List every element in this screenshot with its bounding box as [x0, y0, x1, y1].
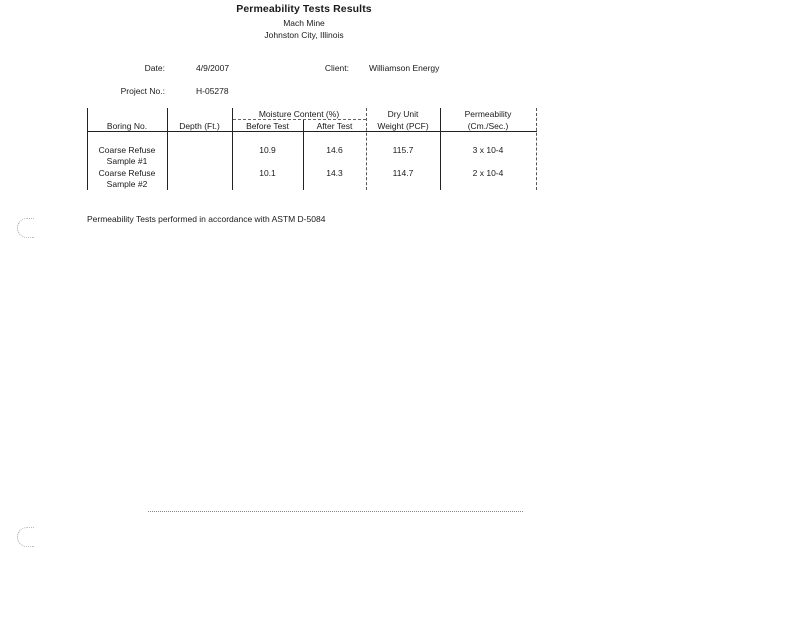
col-header-dry-unit: Dry Unit	[387, 109, 419, 119]
col-header-before-test: Before Test	[246, 121, 289, 131]
table-row-2-before: 10.1	[259, 168, 276, 178]
col-header-depth: Depth (Ft.)	[179, 121, 220, 131]
project-value: H-05278	[196, 86, 229, 96]
table-row-1-sample: Sample #1	[106, 156, 148, 166]
date-label: Date:	[144, 63, 165, 73]
table-row-1-boring: Coarse Refuse	[98, 145, 156, 155]
page-title: Permeability Tests Results	[236, 3, 372, 15]
table-row-1-dry-unit: 115.7	[392, 145, 414, 155]
table-row-2-dry-unit: 114.7	[392, 168, 414, 178]
scan-dotted-line	[148, 511, 523, 514]
table-row-1-permeability: 3 x 10-4	[472, 145, 504, 155]
table-row-2-sample: Sample #2	[106, 179, 148, 189]
table-row-2-boring: Coarse Refuse	[98, 168, 156, 178]
site-location: Johnston City, Illinois	[264, 30, 344, 40]
punch-hole-mark-bottom	[17, 527, 34, 547]
table-row-2-permeability: 2 x 10-4	[472, 168, 504, 178]
col-header-after-test: After Test	[316, 121, 353, 131]
site-name: Mach Mine	[283, 18, 325, 28]
col-header-moisture-content: Moisture Content (%)	[258, 109, 340, 119]
date-value: 4/9/2007	[196, 63, 230, 73]
project-label: Project No.:	[120, 86, 165, 96]
table-row-1-before: 10.9	[259, 145, 276, 155]
client-value: Williamson Energy	[369, 63, 440, 73]
table-row-2-after: 14.3	[326, 168, 343, 178]
col-header-permeability: Permeability	[464, 109, 512, 119]
col-header-dry-unit-weight: Weight (PCF)	[377, 121, 429, 131]
table-row-1-after: 14.6	[326, 145, 343, 155]
col-header-permeability-units: (Cm./Sec.)	[467, 121, 509, 131]
footnote: Permeability Tests performed in accordance with ASTM D-5084	[87, 214, 326, 224]
punch-hole-mark-top	[17, 218, 34, 238]
col-header-boring-no: Boring No.	[106, 121, 148, 131]
client-label: Client:	[324, 63, 349, 73]
